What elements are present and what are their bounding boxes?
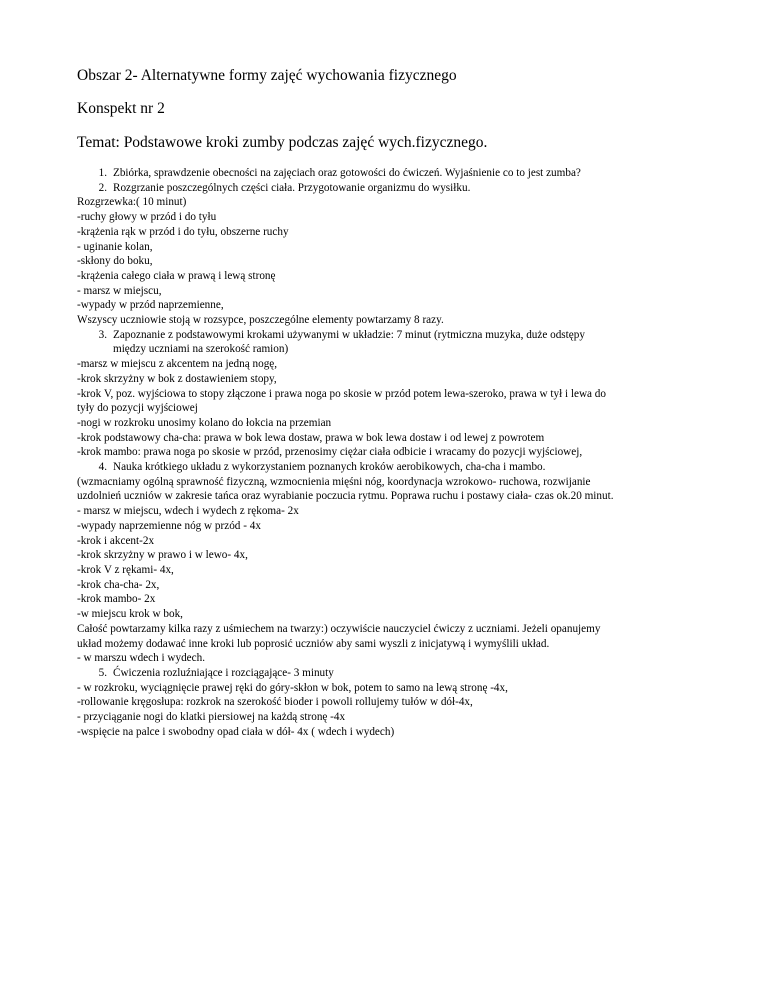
list-item-text: Ćwiczenia rozluźniające i rozciągające- 3 minuty bbox=[113, 666, 334, 679]
list-item-text: Rozgrzanie poszczególnych części ciała. Przygotowanie organizmu do wysiłku. bbox=[113, 181, 471, 194]
list-item-text: Zbiórka, sprawdzenie obecności na zajęciach oraz gotowości do ćwiczeń. Wyjaśnienie co to jest zumba? bbox=[113, 167, 581, 179]
list-item-1 bbox=[77, 166, 697, 181]
routine-line: -krok cha-cha- 2x, bbox=[77, 578, 160, 591]
warmup-line: -krążenia całego ciała w prawą i lewą stronę bbox=[77, 269, 276, 282]
konspekt-number: Konspekt nr 2 bbox=[77, 100, 165, 117]
warmup-line: Wszyscy uczniowie stoją w rozsypce, poszczególne elementy powtarzamy 8 razy. bbox=[77, 314, 444, 327]
warmup-line: -skłony do boku, bbox=[77, 255, 153, 268]
warmup-title: Rozgrzewka:( 10 minut) bbox=[77, 196, 187, 209]
lesson-topic: Temat: Podstawowe kroki zumby podczas zajęć wych.fizycznego. bbox=[77, 134, 488, 151]
routine-line: - marsz w miejscu, wdech i wydech z rękoma- 2x bbox=[77, 505, 299, 518]
step-line: -krok skrzyżny w bok z dostawieniem stopy, bbox=[77, 372, 277, 385]
routine-line: Całość powtarzamy kilka razy z uśmiechem na twarzy:) oczywiście nauczyciel ćwiczy z uczniami. Jeżeli opanujemy bbox=[77, 622, 601, 635]
list-item-2 bbox=[77, 181, 697, 196]
list-item-3 bbox=[77, 328, 697, 357]
step-line: -krok podstawowy cha-cha: prawa w bok lewa dostaw, prawa w bok lewa dostaw i od lewej z powrotem bbox=[77, 431, 545, 444]
warmup-line: - uginanie kolan, bbox=[77, 240, 153, 253]
routine-line: (wzmacniamy ogólną sprawność fizyczną, wzmocnienia mięśni nóg, koordynacja wzrokowo- ruchowa, rozwijanie bbox=[77, 475, 591, 488]
step-line: -nogi w rozkroku unosimy kolano do łokcia na przemian bbox=[77, 416, 332, 429]
routine-line: układ możemy dodawać inne kroki lub poprosić uczniów aby sami wyszli z inicjatywą i wymyślili układ. bbox=[77, 637, 550, 650]
list-number: 3. bbox=[98, 328, 107, 341]
cooldown-line: - przyciąganie nogi do klatki piersiowej na każdą stronę -4x bbox=[77, 711, 346, 724]
list-item-text-cont: między uczniami na szerokość ramion) bbox=[113, 343, 289, 356]
list-number: 1. bbox=[98, 167, 107, 179]
list-number: 2. bbox=[98, 181, 107, 194]
list-item-text: Zapoznanie z podstawowymi krokami używanymi w układzie: 7 minut (rytmiczna muzyka, duże odstępy bbox=[113, 328, 585, 341]
list-number: 5. bbox=[98, 666, 107, 679]
step-line: -krok V, poz. wyjściowa to stopy złączone i prawa noga po skosie w przód potem lewa-szeroko, prawa w tył i lewa do bbox=[77, 387, 606, 400]
routine-line: -w miejscu krok w bok, bbox=[77, 608, 183, 621]
warmup-line: -ruchy głowy w przód i do tyłu bbox=[77, 211, 217, 224]
routine-line: -krok i akcent-2x bbox=[77, 534, 155, 547]
routine-line: -krok skrzyżny w prawo i w lewo- 4x, bbox=[77, 549, 248, 562]
cooldown-line: -wspięcie na palce i swobodny opad ciała w dół- 4x ( wdech i wydech) bbox=[77, 725, 395, 738]
list-item-text: Nauka krótkiego układu z wykorzystaniem poznanych kroków aerobikowych, cha-cha i mambo. bbox=[113, 461, 546, 474]
routine-line: uzdolnień uczniów w zakresie tańca oraz wyrabianie poczucia rytmu. Poprawa ruchu i postawy ciała- czas ok.20 minut. bbox=[77, 490, 614, 503]
step-line: tyły do pozycji wyjściowej bbox=[77, 402, 198, 415]
step-line: -marsz w miejscu z akcentem na jedną nogę, bbox=[77, 358, 278, 371]
routine-line: -wypady naprzemienne nóg w przód - 4x bbox=[77, 519, 261, 532]
area-title: Obszar 2- Alternatywne formy zajęć wychowania fizycznego bbox=[77, 67, 457, 84]
cooldown-line: - w rozkroku, wyciągnięcie prawej ręki do góry-skłon w bok, potem to samo na lewą stronę -4x, bbox=[77, 681, 508, 694]
cooldown-line: -rollowanie kręgosłupa: rozkrok na szerokość bioder i powoli rollujemy tułów w dół-4x, bbox=[77, 696, 473, 709]
warmup-line: - marsz w miejscu, bbox=[77, 284, 162, 297]
warmup-line: -krążenia rąk w przód i do tyłu, obszerne ruchy bbox=[77, 225, 289, 238]
list-item-5 bbox=[77, 666, 697, 681]
warmup-line: -wypady w przód naprzemienne, bbox=[77, 299, 224, 312]
list-number: 4. bbox=[98, 461, 107, 474]
step-line: -krok mambo: prawa noga po skosie w przód, przenosimy ciężar ciała odbicie i wracamy do pozycji wyjściowej, bbox=[77, 446, 583, 459]
routine-line: -krok V z rękami- 4x, bbox=[77, 563, 174, 576]
routine-line: - w marszu wdech i wydech. bbox=[77, 652, 205, 665]
routine-line: -krok mambo- 2x bbox=[77, 593, 156, 606]
lesson-body bbox=[77, 166, 697, 739]
list-item-4 bbox=[77, 460, 697, 475]
